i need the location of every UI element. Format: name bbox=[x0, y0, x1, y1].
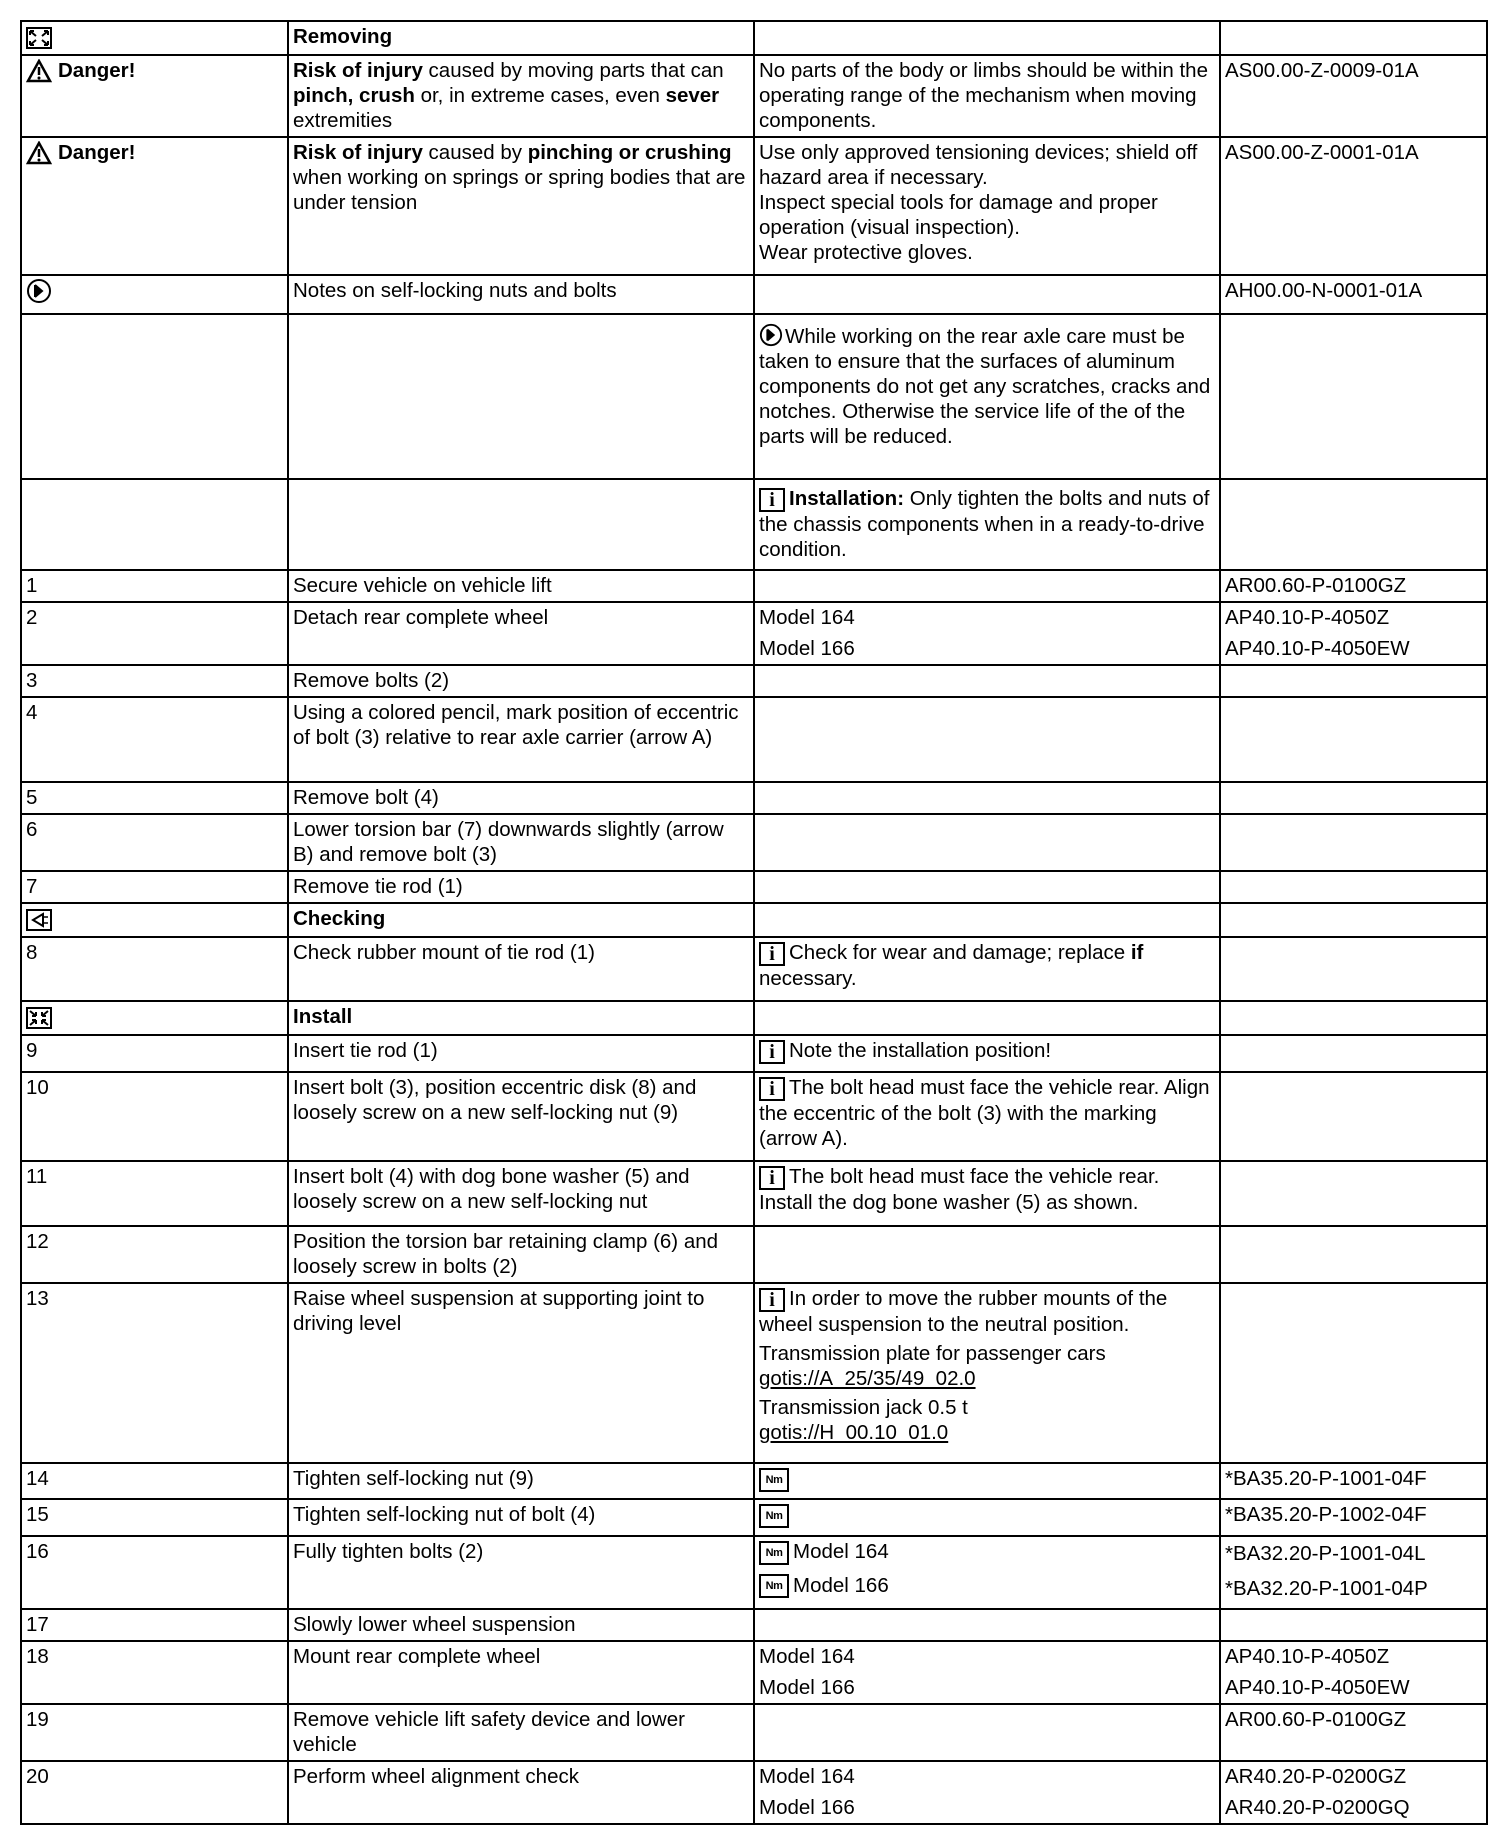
section-title-checking: Checking bbox=[293, 907, 386, 930]
note-label: Installation: bbox=[789, 487, 905, 510]
reference-link[interactable]: AH00.00-N-0001-01A bbox=[1225, 279, 1423, 302]
risk-text: Risk of injury bbox=[293, 59, 423, 82]
reference-link[interactable]: *BA32.20-P-1001-04P bbox=[1225, 1577, 1428, 1600]
step-row bbox=[21, 1761, 1487, 1824]
note-row bbox=[21, 275, 1487, 314]
step-number: 14 bbox=[26, 1467, 49, 1490]
step-text: Fully tighten bolts (2) bbox=[293, 1540, 484, 1563]
tool-link[interactable]: gotis://A_25/35/49_02.0 bbox=[759, 1366, 976, 1390]
step-number: 1 bbox=[26, 574, 38, 597]
tool-link[interactable]: gotis://H_00.10_01.0 bbox=[759, 1420, 949, 1444]
step-number: 9 bbox=[26, 1039, 38, 1062]
step-number: 3 bbox=[26, 669, 38, 692]
warning-triangle-icon bbox=[26, 59, 52, 83]
reference-link[interactable]: AR00.60-P-0100GZ bbox=[1225, 574, 1407, 597]
step-number: 20 bbox=[26, 1765, 49, 1788]
step-text: Insert tie rod (1) bbox=[293, 1039, 438, 1062]
step-number: 7 bbox=[26, 875, 38, 898]
step-row bbox=[21, 1463, 1487, 1499]
risk-text: pinching or crushing bbox=[527, 141, 732, 164]
risk-text: pinch, crush bbox=[293, 84, 415, 107]
step-text: Insert bolt (4) with dog bone washer (5) and loosely screw on a new self-locking nut bbox=[293, 1165, 690, 1213]
note-row bbox=[21, 314, 1487, 479]
reference-link[interactable]: AP40.10-P-4050Z bbox=[1225, 606, 1390, 629]
step-number: 5 bbox=[26, 786, 38, 809]
step-row bbox=[21, 1499, 1487, 1536]
step-row bbox=[21, 602, 1487, 665]
risk-text: Risk of injury bbox=[293, 141, 423, 164]
step-number: 2 bbox=[26, 606, 38, 629]
step-row bbox=[21, 1035, 1487, 1072]
danger-label: Danger! bbox=[58, 59, 136, 82]
safety-measure: No parts of the body or limbs should be within the operating range of the mechanism when moving components. bbox=[759, 59, 1208, 132]
step-text: Raise wheel suspension at supporting joint to driving level bbox=[293, 1287, 705, 1335]
model-label: Model 166 bbox=[759, 1676, 855, 1699]
section-row-checking bbox=[21, 903, 1487, 937]
step-row bbox=[21, 665, 1487, 697]
torque-icon: Nm bbox=[759, 1468, 789, 1492]
step-text: Remove bolt (4) bbox=[293, 786, 439, 809]
step-row bbox=[21, 1704, 1487, 1761]
risk-text: sever bbox=[665, 84, 720, 107]
step-row bbox=[21, 814, 1487, 871]
reference-link[interactable]: *BA35.20-P-1002-04F bbox=[1225, 1503, 1427, 1526]
reference-link[interactable]: *BA35.20-P-1001-04F bbox=[1225, 1467, 1427, 1490]
info-icon: i bbox=[759, 488, 785, 512]
tool-name: Transmission jack 0.5 t bbox=[759, 1395, 968, 1419]
step-row bbox=[21, 1072, 1487, 1161]
step-text: Remove tie rod (1) bbox=[293, 875, 463, 898]
step-text: Position the torsion bar retaining clamp (6) and loosely screw in bolts (2) bbox=[293, 1230, 719, 1278]
note-text: The bolt head must face the vehicle rear. Align the eccentric of the bolt (3) with the marking (arrow A). bbox=[759, 1076, 1210, 1150]
step-text: Perform wheel alignment check bbox=[293, 1765, 579, 1788]
model-label: Model 164 bbox=[793, 1540, 889, 1563]
selflocking-note-icon bbox=[759, 323, 783, 347]
risk-text: extremities bbox=[293, 109, 393, 132]
note-text: The bolt head must face the vehicle rear. Install the dog bone washer (5) as shown. bbox=[759, 1165, 1160, 1214]
section-row-install bbox=[21, 1001, 1487, 1035]
step-number: 6 bbox=[26, 818, 38, 841]
torque-icon: Nm bbox=[759, 1574, 789, 1598]
note-text: Notes on self-locking nuts and bolts bbox=[293, 279, 617, 302]
reference-link[interactable]: AR40.20-P-0200GQ bbox=[1225, 1796, 1410, 1819]
step-text: Tighten self-locking nut (9) bbox=[293, 1467, 534, 1490]
step-text: Remove bolts (2) bbox=[293, 669, 450, 692]
reference-link[interactable]: AP40.10-P-4050Z bbox=[1225, 1645, 1390, 1668]
step-text: Mount rear complete wheel bbox=[293, 1645, 541, 1668]
section-title-removing: Removing bbox=[293, 25, 393, 48]
reference-link[interactable]: AP40.10-P-4050EW bbox=[1225, 637, 1410, 660]
note-text: In order to move the rubber mounts of the wheel suspension to the neutral position. bbox=[759, 1287, 1168, 1336]
step-number: 12 bbox=[26, 1230, 49, 1253]
model-label: Model 166 bbox=[759, 1796, 855, 1819]
step-row bbox=[21, 1226, 1487, 1283]
step-number: 10 bbox=[26, 1076, 49, 1099]
info-icon: i bbox=[759, 942, 785, 966]
step-text: Secure vehicle on vehicle lift bbox=[293, 574, 552, 597]
step-text: Insert bolt (3), position eccentric disk (8) and loosely screw on a new self-locking nut (9) bbox=[293, 1076, 697, 1124]
section-title-install: Install bbox=[293, 1005, 353, 1028]
step-number: 8 bbox=[26, 941, 38, 964]
reference-link[interactable]: AS00.00-Z-0001-01A bbox=[1225, 141, 1419, 164]
info-icon: i bbox=[759, 1166, 785, 1190]
step-text: Tighten self-locking nut of bolt (4) bbox=[293, 1503, 596, 1526]
safety-measure: Use only approved tensioning devices; shield off hazard area if necessary. bbox=[759, 141, 1198, 189]
step-text: Lower torsion bar (7) downwards slightly (arrow B) and remove bolt (3) bbox=[293, 818, 724, 866]
step-row bbox=[21, 570, 1487, 602]
procedure-table bbox=[20, 20, 1488, 1825]
risk-text: caused by bbox=[422, 141, 528, 164]
reference-link[interactable]: *BA32.20-P-1001-04L bbox=[1225, 1542, 1426, 1565]
danger-label: Danger! bbox=[58, 141, 136, 164]
step-number: 15 bbox=[26, 1503, 49, 1526]
danger-row bbox=[21, 137, 1487, 275]
step-number: 4 bbox=[26, 701, 38, 724]
step-row bbox=[21, 1161, 1487, 1226]
step-row bbox=[21, 1609, 1487, 1641]
danger-row bbox=[21, 55, 1487, 137]
step-text: Remove vehicle lift safety device and lower vehicle bbox=[293, 1708, 685, 1756]
reference-link[interactable]: AR00.60-P-0100GZ bbox=[1225, 1708, 1407, 1731]
risk-text: or, in extreme cases, even bbox=[414, 84, 666, 107]
note-text: Only tighten the bolts and nuts of the chassis components when in a ready-to-drive condition. bbox=[759, 487, 1210, 561]
step-text: Check rubber mount of tie rod (1) bbox=[293, 941, 595, 964]
selflocking-note-icon bbox=[26, 278, 52, 304]
section-row-removing bbox=[21, 21, 1487, 55]
step-text: Using a colored pencil, mark position of eccentric of bolt (3) relative to rear axle carrier (arrow A) bbox=[293, 701, 739, 749]
risk-text: caused by moving parts that can bbox=[422, 59, 724, 82]
info-icon: i bbox=[759, 1288, 785, 1312]
safety-measure: Wear protective gloves. bbox=[759, 241, 973, 264]
safety-measure: Inspect special tools for damage and proper operation (visual inspection). bbox=[759, 191, 1158, 239]
info-icon: i bbox=[759, 1077, 785, 1101]
step-row bbox=[21, 937, 1487, 1001]
note-text: Note the installation position! bbox=[789, 1039, 1052, 1062]
torque-icon: Nm bbox=[759, 1504, 789, 1528]
step-number: 16 bbox=[26, 1540, 49, 1563]
step-number: 11 bbox=[26, 1165, 48, 1188]
step-number: 19 bbox=[26, 1708, 49, 1731]
step-number: 18 bbox=[26, 1645, 49, 1668]
note-text: Check for wear and damage; replace bbox=[789, 941, 1131, 964]
warning-triangle-icon bbox=[26, 141, 52, 165]
step-row bbox=[21, 782, 1487, 814]
model-label: Model 164 bbox=[759, 1765, 855, 1788]
note-text: if bbox=[1130, 941, 1144, 964]
torque-icon: Nm bbox=[759, 1541, 789, 1565]
step-number: 13 bbox=[26, 1287, 49, 1310]
checking-icon bbox=[26, 909, 52, 931]
step-row bbox=[21, 871, 1487, 903]
removing-icon bbox=[26, 27, 52, 49]
note-text: While working on the rear axle care must be taken to ensure that the surfaces of aluminum components do not get any scratches, cracks and notches. Otherwise the service life of the of the parts will be reduced. bbox=[759, 325, 1211, 448]
step-row bbox=[21, 1283, 1487, 1463]
model-label: Model 166 bbox=[793, 1573, 889, 1597]
model-label: Model 164 bbox=[759, 606, 855, 629]
reference-link[interactable]: AR40.20-P-0200GZ bbox=[1225, 1765, 1407, 1788]
note-text: necessary. bbox=[759, 966, 857, 990]
model-label: Model 164 bbox=[759, 1645, 855, 1668]
install-icon bbox=[26, 1007, 52, 1029]
step-row bbox=[21, 1536, 1487, 1609]
risk-text: when working on springs or spring bodies that are under tension bbox=[293, 166, 746, 214]
model-label: Model 166 bbox=[759, 637, 855, 660]
step-text: Detach rear complete wheel bbox=[293, 606, 549, 629]
step-number: 17 bbox=[26, 1613, 49, 1636]
note-row bbox=[21, 479, 1487, 570]
step-row bbox=[21, 1641, 1487, 1704]
info-icon: i bbox=[759, 1040, 785, 1064]
tool-name: Transmission plate for passenger cars bbox=[759, 1341, 1106, 1365]
step-text: Slowly lower wheel suspension bbox=[293, 1613, 576, 1636]
reference-link[interactable]: AS00.00-Z-0009-01A bbox=[1225, 59, 1419, 82]
step-row bbox=[21, 697, 1487, 782]
reference-link[interactable]: AP40.10-P-4050EW bbox=[1225, 1676, 1410, 1699]
